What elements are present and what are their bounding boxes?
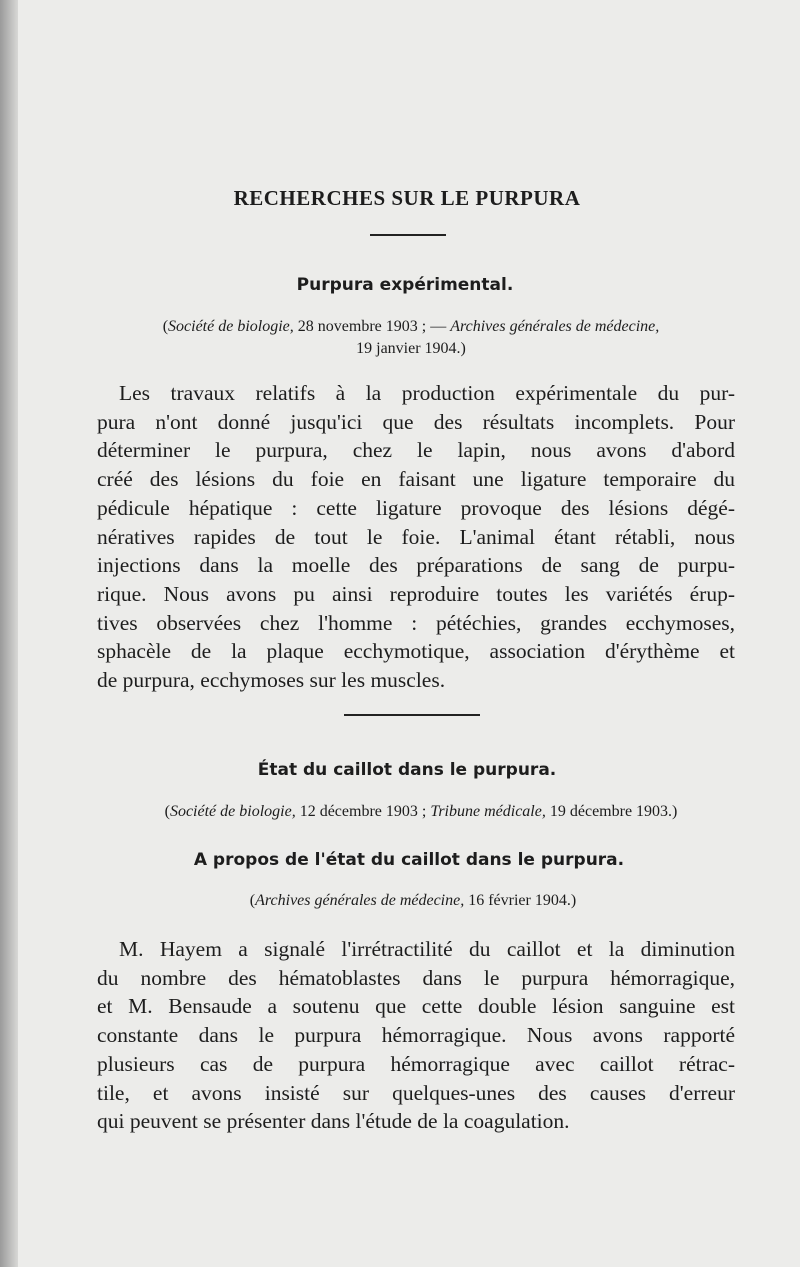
- paragraph-line: tives observées chez l'homme : pétéchies, grandes ecchymoses,: [97, 610, 735, 635]
- section-rule: [344, 714, 480, 716]
- citation-date: 19 janvier 1904.): [356, 340, 466, 357]
- page-spine-shadow: [0, 0, 18, 1267]
- section-heading-purpura-experimental: Purpura expérimental.: [296, 275, 514, 295]
- paragraph-line: plusieurs cas de purpura hémorragique avec caillot rétrac-: [97, 1051, 735, 1076]
- citation-journal: Tribune médicale,: [430, 803, 546, 820]
- section-citation: [93, 890, 733, 912]
- citation-date: 16 février 1904.): [464, 892, 577, 909]
- section-citation: [91, 316, 731, 360]
- paragraph-line: sphacèle de la plaque ecchymotique, association d'érythème et: [97, 639, 735, 664]
- paragraph-line: du nombre des hématoblastes dans le purpura hémorragique,: [97, 965, 735, 990]
- citation-date: 28 novembre 1903 ; —: [293, 318, 451, 335]
- title-rule: [370, 234, 446, 236]
- paragraph-line: créé des lésions du foie en faisant une ligature temporaire du: [97, 467, 735, 492]
- paragraph-line: tile, et avons insisté sur quelques-unes des causes d'erreur: [97, 1080, 735, 1105]
- section-heading-etat-du-caillot: État du caillot dans le purpura.: [257, 760, 557, 780]
- citation-date: 12 décembre 1903 ;: [295, 803, 431, 820]
- page-title: RECHERCHES SUR LE PURPURA: [233, 186, 581, 210]
- citation-open: (: [162, 318, 169, 335]
- section-citation: [101, 801, 741, 823]
- citation-society: Société de biologie,: [169, 803, 296, 820]
- citation-open: (: [164, 803, 170, 820]
- citation-date: 19 décembre 1903.): [545, 803, 678, 820]
- paragraph-line: qui peuvent se présenter dans l'étude de la coagulation.: [97, 1109, 570, 1134]
- paragraph-line: et M. Bensaude a soutenu que cette double lésion sanguine est: [97, 994, 735, 1019]
- paragraph-line: injections dans la moelle des préparations de sang de purpu-: [97, 553, 735, 578]
- paragraph-line: nératives rapides de tout le foie. L'animal étant rétabli, nous: [97, 524, 735, 549]
- paragraph-line: pura n'ont donné jusqu'ici que des résultats incomplets. Pour: [97, 409, 735, 434]
- citation-open: (: [249, 892, 256, 909]
- citation-journal: Archives générales de médecine,: [450, 318, 660, 335]
- citation-society: Société de biologie,: [168, 318, 294, 335]
- paragraph-line: de purpura, ecchymoses sur les muscles.: [97, 668, 446, 693]
- paragraph-line: M. Hayem a signalé l'irrétractilité du caillot et la diminution: [119, 937, 735, 961]
- page-content: [97, 0, 737, 1267]
- paragraph-line: constante dans le purpura hémorragique. Nous avons rapporté: [97, 1023, 735, 1048]
- paragraph-line: déterminer le purpura, chez le lapin, nous avons d'abord: [97, 438, 735, 463]
- section-paragraph: [97, 935, 735, 1136]
- paragraph-line: Les travaux relatifs à la production expérimentale du pur-: [119, 381, 735, 405]
- section-paragraph: [97, 379, 735, 695]
- paragraph-line: rique. Nous avons pu ainsi reproduire toutes les variétés érup-: [97, 581, 735, 606]
- paragraph-line: pédicule hépatique : cette ligature provoque des lésions dégé-: [97, 495, 735, 520]
- citation-journal: Archives générales de médecine,: [255, 892, 465, 909]
- section-heading-a-propos: A propos de l'état du caillot dans le purpura.: [193, 850, 625, 870]
